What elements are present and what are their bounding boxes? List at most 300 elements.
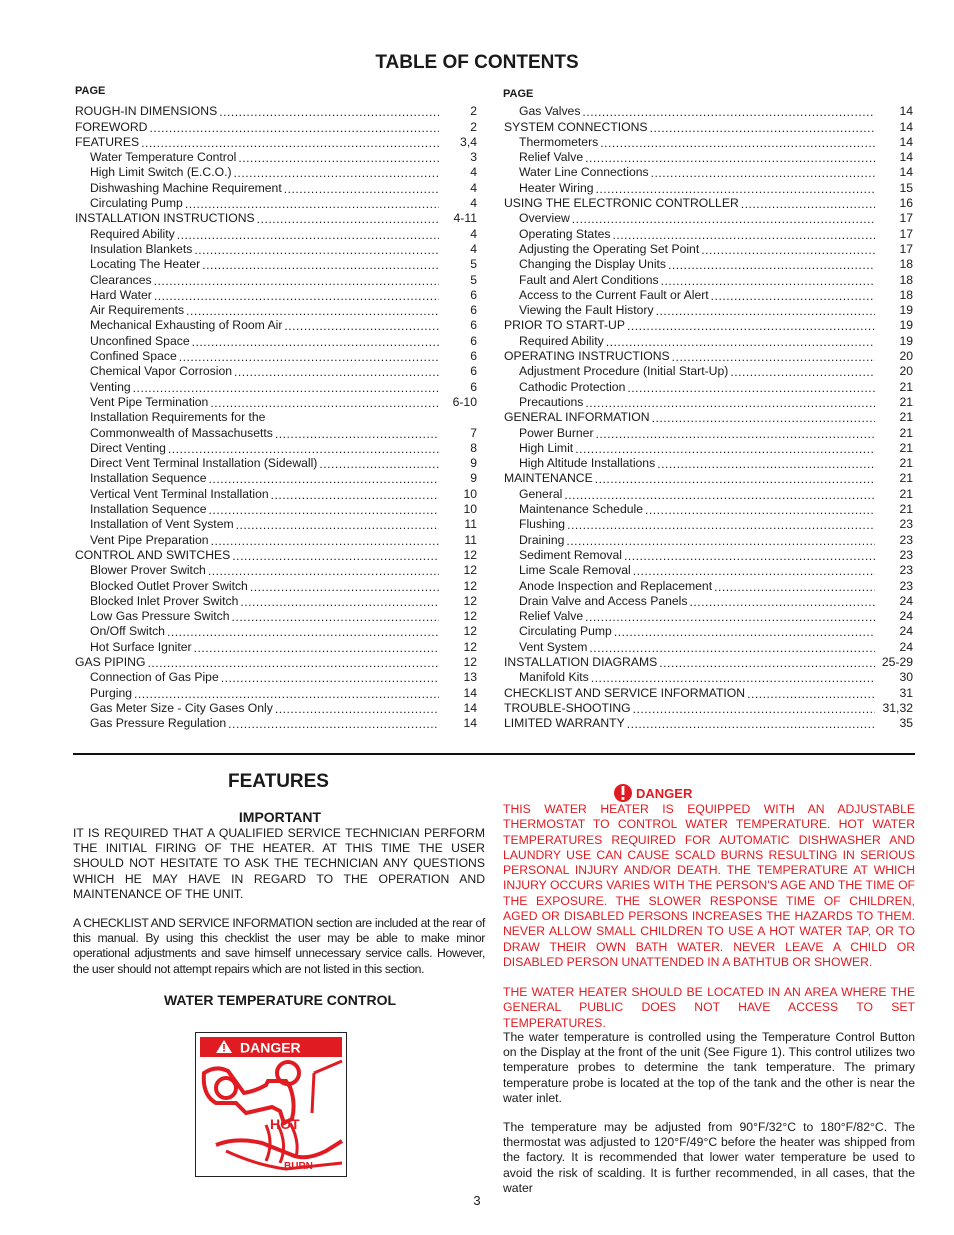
toc-leader-dots — [714, 580, 875, 594]
water-temperature-paragraph-1: The water temperature is controlled using the Temperature Control Button on the Display at the front of the unit (See Figure 1). This control utilizes two temperature probes to determine the tank temperature. The primary temperature probe is located at the top of the tank and the other is near the water inlet. — [503, 1030, 915, 1105]
toc-leader-dots — [585, 396, 875, 410]
toc-page-header-left: PAGE — [75, 85, 106, 97]
toc-entry-page: 14 — [899, 150, 913, 165]
toc-entry-page: 23 — [899, 547, 913, 562]
toc-entry-label: Cathodic Protection — [519, 379, 626, 394]
toc-entry-page: 21 — [899, 440, 913, 455]
toc-leader-dots — [595, 472, 875, 486]
toc-entry-page: 20 — [899, 349, 913, 364]
toc-entry-page: 15 — [899, 180, 913, 195]
toc-entry-label: Sediment Removal — [519, 547, 622, 562]
toc-entry — [75, 135, 477, 150]
toc-entry-label: Draining — [519, 532, 565, 547]
scald-danger-illustration — [195, 1032, 347, 1177]
toc-entry-page: 14 — [899, 104, 913, 119]
toc-leader-dots — [564, 488, 875, 502]
toc-entry — [75, 104, 477, 119]
toc-entry-label: Installation Requirements for the — [90, 410, 266, 425]
toc-entry-page: 17 — [899, 211, 913, 226]
toc-entry-page: 12 — [463, 624, 477, 639]
toc-entry-page: 24 — [899, 639, 913, 654]
toc-entry — [75, 226, 477, 241]
toc-leader-dots — [185, 197, 439, 211]
toc-entry-page: 31 — [899, 685, 913, 700]
toc-entry-page: 12 — [463, 639, 477, 654]
toc-entry-page: 17 — [899, 226, 913, 241]
toc-entry-page: 14 — [899, 134, 913, 149]
toc-entry — [504, 119, 913, 134]
toc-entry — [504, 333, 913, 348]
toc-entry-page: 14 — [899, 165, 913, 180]
toc-entry-page: 12 — [463, 609, 477, 624]
toc-entry-label: Blocked Outlet Prover Switch — [90, 578, 248, 593]
toc-entry — [504, 548, 913, 563]
toc-leader-dots — [240, 595, 439, 609]
toc-entry — [75, 456, 477, 471]
toc-entry — [504, 624, 913, 639]
toc-entry-label: Precautions — [519, 394, 584, 409]
toc-entry-page: 12 — [463, 578, 477, 593]
toc-leader-dots — [154, 289, 439, 303]
toc-leader-dots — [234, 365, 439, 379]
toc-leader-dots — [177, 228, 439, 242]
toc-leader-dots — [168, 442, 439, 456]
toc-entry-page: 6 — [470, 333, 477, 348]
toc-leader-dots — [633, 702, 875, 716]
toc-entry-page: 4 — [470, 226, 477, 241]
toc-leader-dots — [668, 258, 875, 272]
toc-leader-dots — [149, 121, 439, 135]
toc-entry — [504, 150, 913, 165]
toc-entry-label: Relief Valve — [519, 150, 584, 165]
toc-leader-dots — [627, 381, 875, 395]
toc-entry-page: 6 — [470, 349, 477, 364]
toc-entry-page: 2 — [470, 104, 477, 119]
toc-leader-dots — [179, 350, 439, 364]
toc-leader-dots — [606, 335, 875, 349]
toc-leader-dots — [614, 625, 875, 639]
toc-entry-label: Fault and Alert Conditions — [519, 272, 659, 287]
toc-entry-page: 18 — [899, 272, 913, 287]
toc-entry-label: Water Temperature Control — [90, 150, 237, 165]
toc-entry — [75, 563, 477, 578]
toc-entry — [75, 594, 477, 609]
toc-entry — [75, 242, 477, 257]
toc-entry — [504, 701, 913, 716]
toc-entry-label: Installation Sequence — [90, 502, 207, 517]
toc-entry — [75, 272, 477, 287]
toc-entry-label: Low Gas Pressure Switch — [90, 609, 230, 624]
toc-entry — [75, 716, 477, 731]
toc-entry-page: 19 — [899, 333, 913, 348]
toc-entry-page: 30 — [899, 670, 913, 685]
toc-entry-page: 21 — [899, 471, 913, 486]
toc-entry — [75, 410, 477, 425]
toc-entry-page: 25-29 — [881, 654, 913, 669]
toc-entry — [504, 716, 913, 731]
toc-leader-dots — [567, 518, 875, 532]
toc-leader-dots — [659, 656, 875, 670]
toc-leader-dots — [210, 396, 439, 410]
toc-entry — [504, 502, 913, 517]
toc-entry — [504, 257, 913, 272]
toc-entry-page: 18 — [899, 287, 913, 302]
toc-leader-dots — [267, 411, 439, 425]
toc-leader-dots — [250, 580, 439, 594]
toc-entry-label: Unconfined Space — [90, 333, 190, 348]
toc-leader-dots — [657, 457, 875, 471]
toc-entry — [504, 196, 913, 211]
toc-entry — [75, 333, 477, 348]
toc-entry — [504, 364, 913, 379]
toc-entry — [504, 685, 913, 700]
toc-entry-label: Air Requirements — [90, 303, 185, 318]
toc-leader-dots — [656, 304, 875, 318]
toc-entry-label: Installation Sequence — [90, 471, 207, 486]
toc-entry-page: 3 — [470, 150, 477, 165]
toc-entry-label: FEATURES — [75, 134, 140, 149]
toc-entry — [504, 395, 913, 410]
toc-entry-page: 14 — [463, 700, 477, 715]
toc-entry — [504, 655, 913, 670]
toc-entry-page: 6 — [470, 318, 477, 333]
toc-entry-label: Vertical Vent Terminal Installation — [90, 486, 269, 501]
toc-entry-page: 11 — [464, 532, 477, 547]
toc-entry-label: Connection of Gas Pipe — [90, 670, 219, 685]
toc-entry-label: Gas Pressure Regulation — [90, 716, 227, 731]
toc-leader-dots — [232, 549, 439, 563]
toc-leader-dots — [236, 518, 439, 532]
toc-entry-page: 23 — [899, 563, 913, 578]
toc-leader-dots — [711, 289, 875, 303]
toc-entry-page: 23 — [899, 578, 913, 593]
toc-entry-label: General — [519, 486, 563, 501]
section-divider — [73, 753, 915, 755]
toc-entry-label: Flushing — [519, 517, 566, 532]
toc-entry-page: 10 — [463, 486, 477, 501]
toc-entry — [504, 425, 913, 440]
toc-leader-dots — [645, 503, 875, 517]
toc-entry-label: Clearances — [90, 272, 152, 287]
toc-leader-dots — [228, 717, 439, 731]
toc-entry-label: FOREWORD — [75, 119, 148, 134]
toc-entry — [504, 379, 913, 394]
toc-leader-dots — [730, 365, 875, 379]
toc-entry — [504, 180, 913, 195]
toc-leader-dots — [591, 671, 875, 685]
toc-entry — [504, 242, 913, 257]
water-temperature-control-heading: WATER TEMPERATURE CONTROL — [163, 992, 397, 1008]
toc-leader-dots — [257, 212, 439, 226]
toc-leader-dots — [572, 212, 875, 226]
toc-entry-label: High Altitude Installations — [519, 456, 656, 471]
toc-entry-page: 21 — [899, 486, 913, 501]
toc-entry-label: Lime Scale Removal — [519, 563, 631, 578]
toc-entry — [504, 303, 913, 318]
toc-entry — [75, 502, 477, 517]
toc-entry-page: 21 — [899, 502, 913, 517]
toc-leader-dots — [275, 702, 439, 716]
toc-entry-label: GENERAL INFORMATION — [504, 410, 650, 425]
toc-entry-page: 8 — [470, 440, 477, 455]
toc-leader-dots — [234, 166, 439, 180]
toc-entry-label: Hot Surface Igniter — [90, 639, 192, 654]
toc-entry — [504, 226, 913, 241]
toc-entry — [75, 349, 477, 364]
toc-entry — [504, 532, 913, 547]
toc-entry-page: 6 — [470, 287, 477, 302]
toc-entry — [75, 548, 477, 563]
toc-entry-page: 11 — [464, 517, 477, 532]
toc-left-column — [75, 104, 477, 731]
toc-entry — [75, 150, 477, 165]
toc-leader-dots — [701, 243, 875, 257]
toc-leader-dots — [133, 381, 439, 395]
toc-page-header-right: PAGE — [503, 88, 534, 100]
danger-banner-text: DANGER — [240, 1039, 301, 1056]
toc-entry — [75, 119, 477, 134]
toc-entry-label: Vent Pipe Preparation — [90, 532, 209, 547]
toc-right-column — [504, 104, 913, 731]
toc-entry-label: Commonwealth of Massachusetts — [90, 425, 273, 440]
toc-entry — [504, 272, 913, 287]
toc-entry — [504, 318, 913, 333]
toc-entry — [75, 441, 477, 456]
toc-entry — [504, 594, 913, 609]
toc-entry-page: 21 — [899, 379, 913, 394]
toc-entry-label: Confined Space — [90, 349, 177, 364]
features-title: FEATURES — [228, 771, 329, 792]
important-heading: IMPORTANT — [238, 809, 322, 825]
toc-entry — [75, 655, 477, 670]
toc-entry-label: Chemical Vapor Corrosion — [90, 364, 233, 379]
toc-leader-dots — [154, 274, 439, 288]
toc-leader-dots — [134, 687, 439, 701]
toc-entry-page: 4 — [470, 241, 477, 256]
important-text: IT IS REQUIRED THAT A QUALIFIED SERVICE TECHNICIAN PERFORM THE INITIAL FIRING OF THE HEATER. AT THIS TIME THE USER SHOULD NOT HESITATE TO ASK THE TECHNICIAN ANY QUESTIONS WHICH HE MAY HAVE IN REGARD TO THE OPERATION AND MAINTENANCE OF THE UNIT. — [73, 826, 485, 901]
toc-entry — [75, 303, 477, 318]
toc-entry-label: Manifold Kits — [519, 670, 589, 685]
toc-entry-page: 6 — [470, 379, 477, 394]
toc-entry — [504, 135, 913, 150]
toc-entry — [75, 425, 477, 440]
toc-leader-dots — [689, 595, 875, 609]
toc-entry-label: Anode Inspection and Replacement — [519, 578, 713, 593]
page-number: 3 — [473, 1193, 481, 1208]
toc-leader-dots — [167, 625, 439, 639]
toc-entry-page: 24 — [899, 593, 913, 608]
toc-entry-page: 19 — [899, 318, 913, 333]
toc-entry-label: High Limit Switch (E.C.O.) — [90, 165, 232, 180]
toc-entry-page: 7 — [470, 425, 477, 440]
toc-leader-dots — [650, 121, 875, 135]
toc-entry — [504, 211, 913, 226]
toc-entry — [75, 486, 477, 501]
toc-leader-dots — [585, 610, 875, 624]
toc-entry-page: 21 — [899, 394, 913, 409]
toc-entry-label: Power Burner — [519, 425, 594, 440]
toc-entry — [504, 104, 913, 119]
toc-entry-label: GAS PIPING — [75, 654, 146, 669]
toc-entry-label: On/Off Switch — [90, 624, 165, 639]
toc-entry-label: Maintenance Schedule — [519, 502, 643, 517]
toc-leader-dots — [232, 610, 439, 624]
toc-entry-label: Required Ability — [90, 226, 175, 241]
toc-entry — [75, 364, 477, 379]
toc-entry-page: 10 — [463, 502, 477, 517]
toc-entry-label: Installation of Vent System — [90, 517, 234, 532]
toc-leader-dots — [741, 197, 875, 211]
toc-entry — [75, 318, 477, 333]
toc-entry-label: Direct Vent Terminal Installation (Sidewall) — [90, 456, 318, 471]
toc-leader-dots — [284, 182, 439, 196]
toc-leader-dots — [652, 411, 875, 425]
toc-entry — [504, 410, 913, 425]
toc-entry — [504, 639, 913, 654]
toc-entry-label: INSTALLATION DIAGRAMS — [504, 654, 658, 669]
toc-entry-label: Vent System — [519, 639, 588, 654]
toc-entry — [75, 701, 477, 716]
toc-entry — [504, 578, 913, 593]
checklist-text: A CHECKLIST AND SERVICE INFORMATION section are included at the rear of this manual. By using this checklist the user may be able to make minor operational adjustments and save himself unnecessary service calls. However, the user should not attempt repairs which are not listed in this section. — [73, 916, 485, 976]
toc-entry-page: 17 — [899, 241, 913, 256]
toc-entry — [75, 609, 477, 624]
toc-entry-label: CHECKLIST AND SERVICE INFORMATION — [504, 685, 746, 700]
toc-entry-page: 6 — [470, 364, 477, 379]
toc-entry-page: 20 — [899, 364, 913, 379]
toc-leader-dots — [208, 564, 439, 578]
toc-leader-dots — [747, 687, 875, 701]
toc-entry-page: 4 — [470, 180, 477, 195]
toc-entry-label: Mechanical Exhausting of Room Air — [90, 318, 283, 333]
toc-entry-label: Purging — [90, 685, 133, 700]
toc-entry-page: 24 — [899, 609, 913, 624]
toc-entry — [504, 486, 913, 501]
toc-entry — [75, 180, 477, 195]
toc-entry-page: 13 — [463, 670, 477, 685]
toc-entry-label: Gas Meter Size - City Gases Only — [90, 700, 273, 715]
toc-leader-dots — [221, 671, 439, 685]
toc-entry-page: 35 — [899, 716, 913, 731]
toc-entry-page: 4 — [470, 196, 477, 211]
toc-entry-label: Heater Wiring — [519, 180, 594, 195]
toc-entry-page: 19 — [899, 303, 913, 318]
toc-leader-dots — [186, 304, 439, 318]
toc-entry — [75, 165, 477, 180]
toc-entry — [75, 196, 477, 211]
toc-leader-dots — [194, 641, 439, 655]
toc-entry — [75, 288, 477, 303]
toc-leader-dots — [624, 549, 875, 563]
toc-entry-page: 2 — [470, 119, 477, 134]
toc-leader-dots — [194, 243, 439, 257]
toc-entry-label: Adjusting the Operating Set Point — [519, 241, 700, 256]
toc-entry-label: Thermometers — [519, 134, 599, 149]
toc-entry-page: 6-10 — [452, 394, 477, 409]
toc-entry-label: OPERATING INSTRUCTIONS — [504, 349, 670, 364]
toc-entry — [504, 471, 913, 486]
toc-entry-label: INSTALLATION INSTRUCTIONS — [75, 211, 255, 226]
toc-leader-dots — [209, 503, 439, 517]
toc-entry-label: Blocked Inlet Prover Switch — [90, 593, 239, 608]
toc-entry-page: 21 — [899, 425, 913, 440]
toc-leader-dots — [575, 442, 875, 456]
water-temperature-paragraph-2: The temperature may be adjusted from 90°F/32°C to 180°F/82°C. The thermostat was adjusted to 120°F/49°C before the heater was shipped from the factory. It is recommended that lower water temperature be used to avoid the risk of scalding. It is further recommended, in all cases, that the water — [503, 1120, 915, 1195]
toc-entry — [75, 578, 477, 593]
toc-leader-dots — [192, 335, 439, 349]
toc-entry-label: Dishwashing Machine Requirement — [90, 180, 282, 195]
toc-entry-label: Locating The Heater — [90, 257, 201, 272]
toc-entry-label: Drain Valve and Access Panels — [519, 593, 688, 608]
toc-entry — [75, 379, 477, 394]
toc-entry-label: Required Ability — [519, 333, 604, 348]
toc-entry — [504, 563, 913, 578]
toc-entry — [504, 349, 913, 364]
toc-entry-label: LIMITED WARRANTY — [504, 716, 625, 731]
toc-entry — [75, 670, 477, 685]
toc-entry-page: 6 — [470, 303, 477, 318]
toc-entry — [75, 471, 477, 486]
toc-leader-dots — [627, 717, 875, 731]
toc-entry-page: 12 — [463, 547, 477, 562]
toc-entry-page: 9 — [470, 471, 477, 486]
toc-entry-label: PRIOR TO START-UP — [504, 318, 625, 333]
toc-leader-dots — [147, 656, 439, 670]
toc-entry-label: Water Line Connections — [519, 165, 649, 180]
toc-leader-dots — [585, 151, 875, 165]
toc-entry-label: Insulation Blankets — [90, 241, 193, 256]
toc-entry — [504, 670, 913, 685]
danger-text: THIS WATER HEATER IS EQUIPPED WITH AN ADJUSTABLE THERMOSTAT TO CONTROL WATER TEMPERATURE. HOT WATER TEMPERATURES REQUIRED FOR AUTOMATIC DISHWASHER AND LAUNDRY USE CAN CAUSE SCALD BURNS RESULTING IN SERIOUS PERSONAL INJURY AND/OR DEATH. THE TEMPERATURE AT WHICH INJURY OCCURS VARIES WITH THE PERSON'S AGE AND THE TIME OF THE EXPOSURE. THE SLOWER RESPONSE TIME OF CHILDREN, AGED OR DISABLED PERSONS INCREASES THE HAZARDS TO THEM. NEVER ALLOW SMALL CHILDREN TO USE A HOT WATER TAP, OR TO DRAW THEIR OWN BATH WATER. NEVER LEAVE A CHILD OR DISABLED PERSON UNATTENDED IN A BATHTUB OR SHOWER. — [503, 802, 915, 969]
toc-leader-dots — [284, 319, 439, 333]
toc-leader-dots — [566, 534, 875, 548]
toc-entry-label: Venting — [90, 379, 131, 394]
toc-leader-dots — [582, 105, 875, 119]
burn-label: BURN — [284, 1161, 313, 1172]
toc-entry-page: 23 — [899, 517, 913, 532]
toc-title: TABLE OF CONTENTS — [375, 52, 579, 73]
toc-entry-page: 4 — [470, 165, 477, 180]
toc-entry-label: MAINTENANCE — [504, 471, 593, 486]
toc-entry-label: Relief Valve — [519, 609, 584, 624]
toc-entry-label: Viewing the Fault History — [519, 303, 654, 318]
toc-entry-page: 21 — [899, 456, 913, 471]
toc-leader-dots — [275, 427, 439, 441]
toc-entry — [75, 685, 477, 700]
toc-leader-dots — [211, 534, 439, 548]
toc-entry-page: 12 — [463, 563, 477, 578]
toc-leader-dots — [589, 641, 875, 655]
toc-entry-page: 5 — [470, 272, 477, 287]
toc-entry-page: 4-11 — [453, 211, 477, 226]
toc-leader-dots — [627, 319, 875, 333]
toc-entry-label: High Limit — [519, 440, 574, 455]
toc-entry-page: 18 — [899, 257, 913, 272]
toc-entry-label: USING THE ELECTRONIC CONTROLLER — [504, 196, 739, 211]
toc-entry-label: ROUGH-IN DIMENSIONS — [75, 104, 218, 119]
toc-entry — [504, 288, 913, 303]
toc-entry-page: 3,4 — [460, 134, 477, 149]
toc-leader-dots — [596, 427, 875, 441]
toc-entry-page: 14 — [463, 716, 477, 731]
toc-entry — [75, 639, 477, 654]
toc-leader-dots — [271, 488, 439, 502]
toc-entry — [504, 165, 913, 180]
toc-entry-label: Blower Prover Switch — [90, 563, 206, 578]
toc-entry-page: 24 — [899, 624, 913, 639]
toc-entry-page: 9 — [470, 456, 477, 471]
toc-entry-label: Circulating Pump — [519, 624, 612, 639]
